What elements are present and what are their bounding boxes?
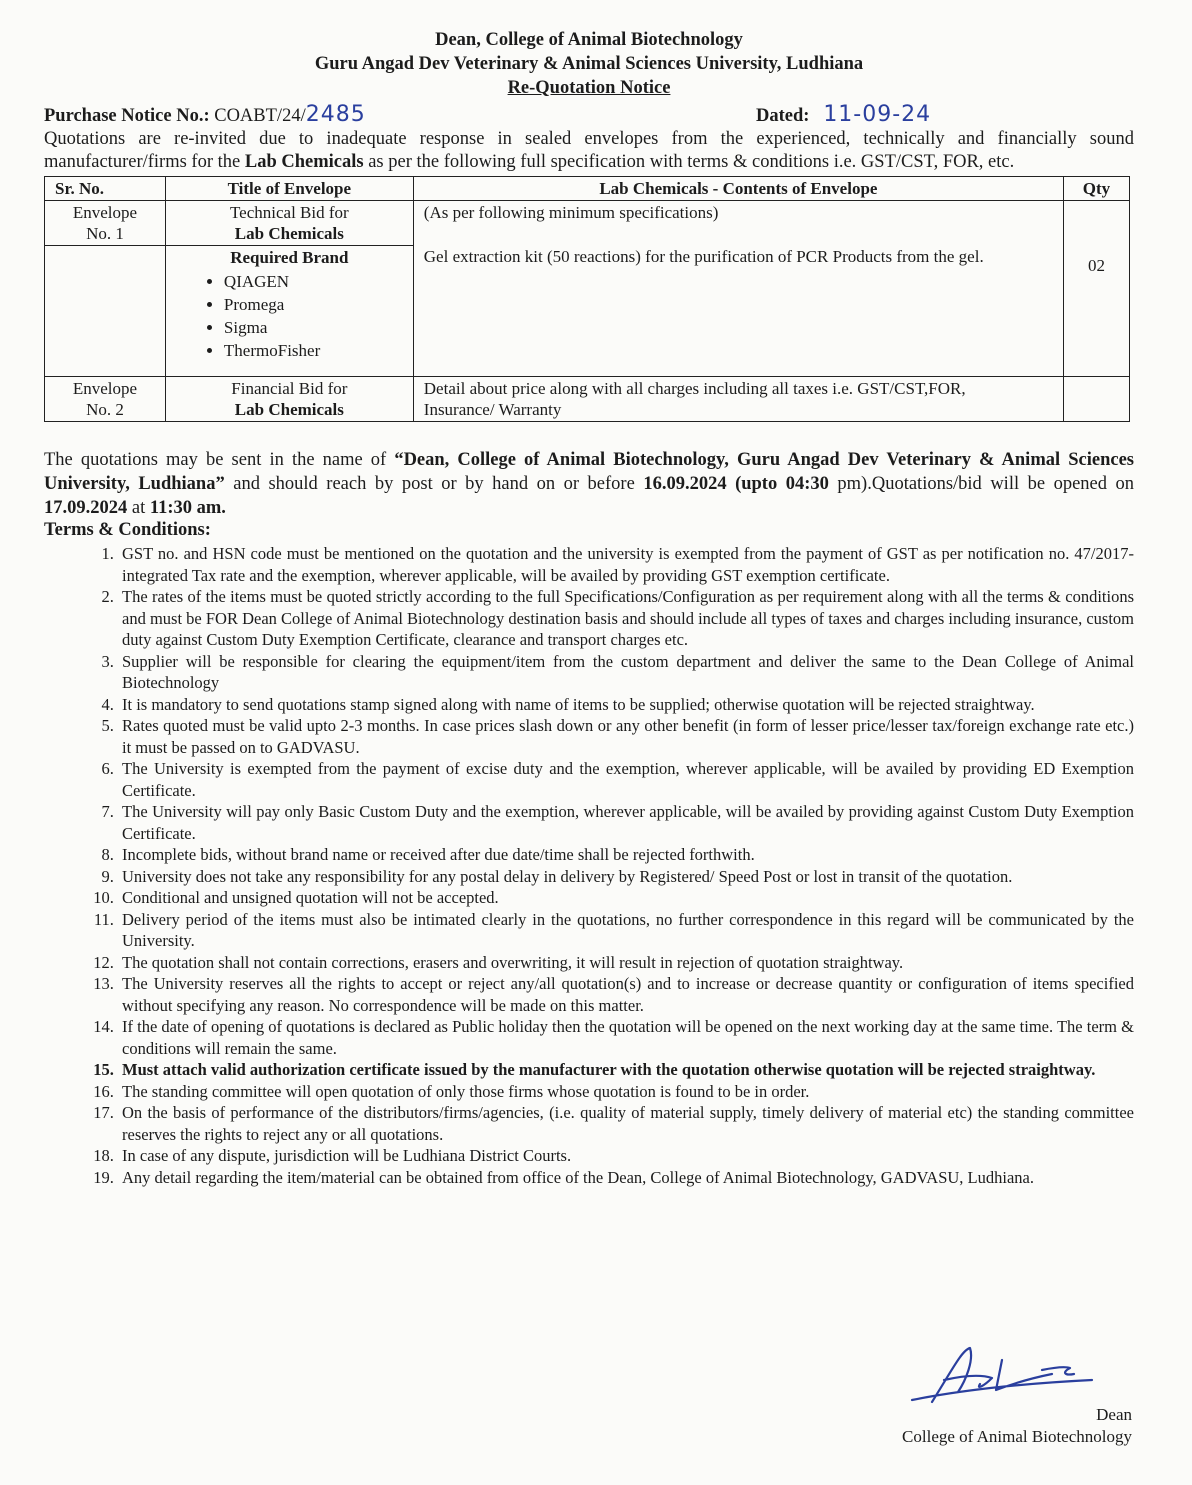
env1-qty-cell: 02 — [1064, 201, 1130, 377]
table-header-row — [45, 177, 1130, 201]
send-addressee: “Dean, College of Animal Biotechnology, Guru Angad Dev Veterinary & Animal Sciences University, Ludhiana” — [44, 450, 1134, 494]
send-open-time: 11:30 am. — [149, 498, 226, 518]
term-item: 7. The University will pay only Basic Custom Duty and the exemption, wherever applicable, will be availed by providing against Custom Duty Exemption Certificate. — [118, 801, 1134, 844]
signatory-org: College of Animal Biotechnology — [902, 1427, 1132, 1446]
env1-title-line2: Lab Chemicals — [234, 224, 344, 243]
brand-item: • Promega — [224, 293, 407, 316]
env1-title-line1: Technical Bid for — [229, 203, 349, 222]
send-due-date: 16.09.2024 (upto 04:30 — [643, 474, 829, 494]
term-item: 2. The rates of the items must be quoted strictly according to the full Specifications/Configuration as per requirement along with all the terms & conditions and must be FOR Dean College of Animal Biotechnology destination basis and should include all types of taxes and charges including insurance, custom duty against Custom Duty Exemption Certificate, clearance and transport charges etc. — [118, 586, 1134, 651]
handwritten-signature — [892, 1340, 1132, 1410]
notice-title: Re-Quotation Notice — [507, 78, 671, 98]
terms-list — [44, 543, 1134, 1188]
send-text-1: The quotations may be sent in the name of — [44, 450, 395, 470]
envelope-table — [44, 176, 1130, 422]
send-open-date: 17.09.2024 — [44, 498, 128, 518]
dated-label: Dated: — [756, 106, 810, 126]
dated-handwritten: 11-09-24 — [823, 102, 932, 127]
intro-text-2: as per the following full specification with terms & conditions i.e. GST/CST, FOR, etc. — [363, 152, 1015, 172]
env2-title-line2: Lab Chemicals — [234, 400, 344, 419]
col-header-title: Title of Envelope — [165, 177, 413, 201]
term-item: 4. It is mandatory to send quotations stamp signed along with name of items to be supplied; otherwise quotation will be rejected straightway. — [118, 694, 1134, 716]
term-item: 13. The University reserves all the rights to accept or reject any/all quotation(s) and to increase or decrease quantity or configuration of items specified without specifying any reason. No correspondence will be made on this matter. — [118, 973, 1134, 1016]
env2-title-cell — [165, 377, 413, 422]
submission-paragraph — [44, 448, 1134, 520]
header-line-dean: Dean, College of Animal Biotechnology — [435, 30, 743, 50]
env2-contents-line2: Insurance/ Warranty — [423, 400, 562, 419]
brand-cell — [165, 246, 413, 377]
term-item: 17. On the basis of performance of the distributors/firms/agencies, (i.e. quality of material supply, timely delivery of material etc) the standing committee reserves the rights to reject any or all quotations. — [118, 1102, 1134, 1145]
notice-number-handwritten: 2485 — [305, 102, 366, 127]
brand-item: • Sigma — [224, 316, 407, 339]
send-text-3: pm).Quotations/bid will be opened on — [828, 474, 1135, 494]
term-item: 11. Delivery period of the items must also be intimated clearly in the quotations, no further correspondence in this regard will be communicated by the University. — [118, 909, 1134, 952]
notice-number-line — [44, 102, 1134, 128]
term-item: 15. Must attach valid authorization certificate issued by the manufacturer with the quotation otherwise quotation will be rejected straightway. — [118, 1059, 1134, 1081]
term-item: 6. The University is exempted from the payment of excise duty and the exemption, wherever applicable, will be availed by providing ED Exemption Certificate. — [118, 758, 1134, 801]
letterhead — [44, 28, 1134, 100]
col-header-qty: Qty — [1064, 177, 1130, 201]
signatory-block — [902, 1404, 1132, 1448]
brand-sr-cell-empty — [45, 246, 166, 377]
env1-item: Gel extraction kit (50 reactions) for the purification of PCR Products from the gel. — [423, 247, 984, 266]
terms-heading: Terms & Conditions: — [44, 520, 211, 540]
env1-title-cell — [165, 201, 413, 246]
env1-sr-line2: No. 1 — [86, 224, 124, 243]
notice-document — [44, 28, 1134, 1188]
env2-sr-line1: Envelope — [72, 379, 138, 398]
brand-heading: Required Brand — [230, 248, 349, 267]
signatory-title: Dean — [1096, 1405, 1132, 1424]
env2-sr-cell — [45, 377, 166, 422]
term-item: 12. The quotation shall not contain corrections, erasers and overwriting, it will result in rejection of quotation straightway. — [118, 952, 1134, 974]
col-header-contents: Lab Chemicals - Contents of Envelope — [413, 177, 1063, 201]
intro-text-1: Quotations are re-invited due to inadequate response in sealed envelopes from the experienced, technically and financially sound manufacturer/firms for the — [44, 129, 1134, 172]
term-item: 3. Supplier will be responsible for clearing the equipment/item from the custom department and deliver the same to the Dean College of Animal Biotechnology — [118, 651, 1134, 694]
dated-field — [756, 102, 931, 127]
term-item: 10. Conditional and unsigned quotation will not be accepted. — [118, 887, 1134, 909]
env2-contents-cell — [413, 377, 1063, 422]
table-row-envelope-2 — [45, 377, 1130, 422]
env2-title-line1: Financial Bid for — [231, 379, 348, 398]
term-item: 8. Incomplete bids, without brand name or received after due date/time shall be rejected forthwith. — [118, 844, 1134, 866]
term-item: 1. GST no. and HSN code must be mentioned on the quotation and the university is exempted from the payment of GST as per notification no. 47/2017-integrated Tax rate and the exemption, wherever applicable, will be availed by providing GST exemption certificate. — [118, 543, 1134, 586]
term-item: 9. University does not take any responsibility for any postal delay in delivery by Registered/ Speed Post or lost in transit of the quotation. — [118, 866, 1134, 888]
notice-number-label: Purchase Notice No.: — [44, 106, 210, 126]
notice-number-prefix: COABT/24/ — [214, 106, 306, 126]
term-item: 18. In case of any dispute, jurisdiction will be Ludhiana District Courts. — [118, 1145, 1134, 1167]
term-item: 5. Rates quoted must be valid upto 2-3 months. In case prices slash down or any other benefit (in form of lesser price/lesser tax/foreign exchange rate etc.) it must be passed on to GADVASU. — [118, 715, 1134, 758]
send-text-4: at — [127, 498, 150, 518]
term-item: 14. If the date of opening of quotations is declared as Public holiday then the quotation will be opened on the next working day at the same time. The term & conditions will remain the same. — [118, 1016, 1134, 1059]
term-item: 16. The standing committee will open quotation of only those firms whose quotation is found to be in order. — [118, 1081, 1134, 1103]
env2-qty-cell-empty — [1064, 377, 1130, 422]
env1-spec-note: (As per following minimum specifications) — [423, 203, 719, 222]
brand-item: • ThermoFisher — [224, 339, 407, 362]
intro-paragraph — [44, 128, 1134, 174]
env2-sr-line2: No. 2 — [86, 400, 124, 419]
env1-sr-line1: Envelope — [72, 203, 138, 222]
table-row-envelope-1 — [45, 201, 1130, 246]
term-item: 19. Any detail regarding the item/material can be obtained from office of the Dean, College of Animal Biotechnology, GADVASU, Ludhiana. — [118, 1167, 1134, 1189]
brand-item: • QIAGEN — [224, 270, 407, 293]
env2-contents-line1: Detail about price along with all charges including all taxes i.e. GST/CST,FOR, — [423, 379, 966, 398]
intro-bold: Lab Chemicals — [244, 152, 364, 172]
brand-list — [172, 270, 407, 362]
env1-contents-cell — [413, 201, 1063, 377]
send-text-2: and should reach by post or by hand on or before — [224, 474, 644, 494]
header-line-university: Guru Angad Dev Veterinary & Animal Sciences University, Ludhiana — [314, 54, 864, 74]
col-header-sr: Sr. No. — [45, 177, 166, 201]
env1-sr-cell — [45, 201, 166, 246]
